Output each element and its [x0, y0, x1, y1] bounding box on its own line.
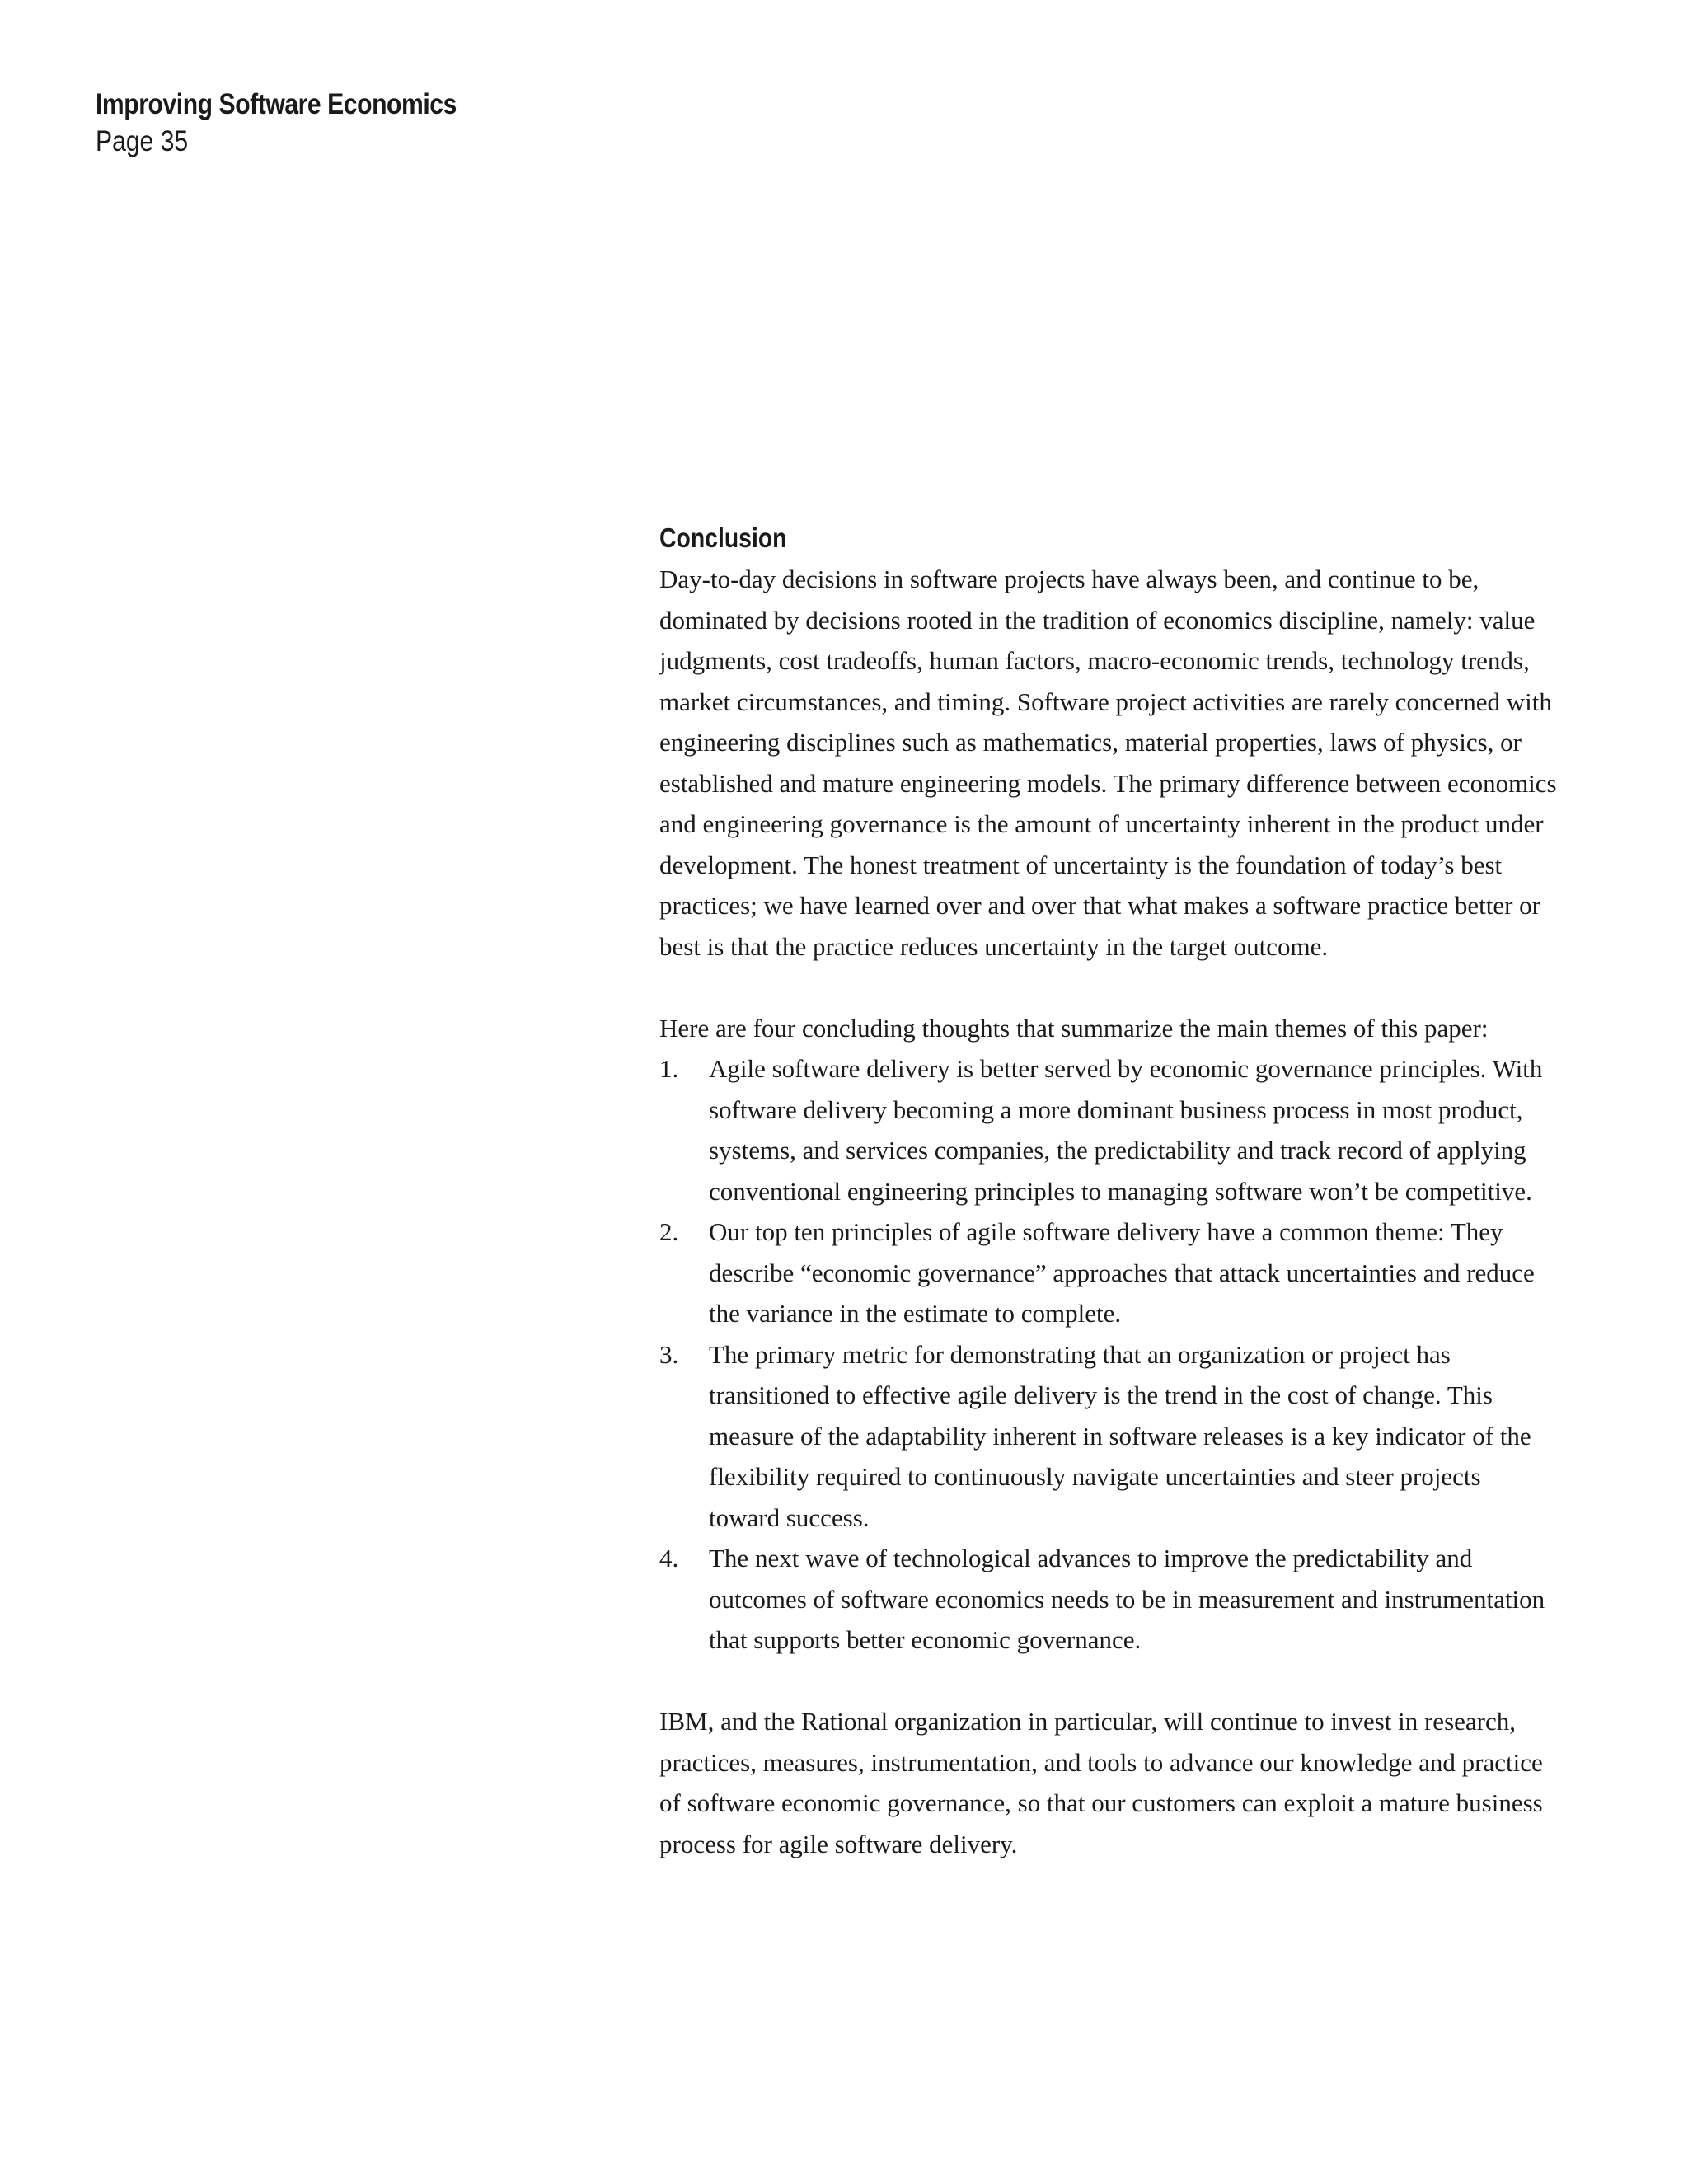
list-item-number: 1.	[659, 1054, 679, 1083]
list-item	[659, 1048, 1558, 1212]
list-item-number: 2.	[659, 1217, 679, 1246]
concluding-thoughts-list	[659, 1048, 1558, 1661]
conclusion-section	[659, 521, 1558, 1864]
list-item-text: Agile software delivery is better served by economic governance principles. With software delivery becoming a more dominant business process in most product, systems, and services companies, the predictability and track record of applying conventional engineering principles to managing software won’t be competitive.	[709, 1054, 1543, 1206]
list-item	[659, 1212, 1558, 1334]
list-intro-paragraph: Here are four concluding thoughts that summarize the main themes of this paper:	[659, 1013, 1489, 1043]
document-title: Improving Software Economics	[96, 88, 457, 120]
intro-paragraph: Day-to-day decisions in software projects have always been, and continue to be, dominated by decisions rooted in the tradition of economics discipline, namely: value judgments, cost tradeoffs, human factors, macro-economic trends, technology trends, market circumstances, and timing. Software project activities are rarely concerned with engineering disciplines such as mathematics, material properties, laws of physics, or established and mature engineering models. The primary difference between economics and engineering governance is the amount of uncertainty inherent in the product under development. The honest treatment of uncertainty is the foundation of today’s best practices; we have learned over and over that what makes a software practice better or best is that the practice reduces uncertainty in the target outcome.	[659, 565, 1557, 961]
list-item-text: The primary metric for demonstrating that an organization or project has transitioned to effective agile delivery is the trend in the cost of change. This measure of the adaptability inherent in software releases is a key indicator of the flexibility required to continuously navigate uncertainties and steer projects toward success.	[709, 1339, 1531, 1532]
list-item-text: The next wave of technological advances to improve the predictability and outcomes of software economics needs to be in measurement and instrumentation that supports better economic governance.	[709, 1544, 1545, 1654]
section-heading: Conclusion	[659, 523, 787, 553]
list-item-text: Our top ten principles of agile software delivery have a common theme: They describe “economic governance” approaches that attack uncertainties and reduce the variance in the estimate to complete.	[709, 1217, 1535, 1328]
paragraph-spacer	[659, 1661, 1558, 1702]
list-item	[659, 1538, 1558, 1661]
running-header	[96, 86, 515, 160]
paragraph-spacer	[659, 967, 1558, 1008]
list-item	[659, 1334, 1558, 1539]
closing-paragraph: IBM, and the Rational organization in particular, will continue to invest in research, practices, measures, instrumentation, and tools to advance our knowledge and practice of software economic governance, so that our customers can exploit a mature business process for agile software delivery.	[659, 1707, 1543, 1858]
list-item-number: 4.	[659, 1544, 679, 1572]
list-item-number: 3.	[659, 1339, 679, 1369]
page-number: Page 35	[96, 125, 189, 157]
